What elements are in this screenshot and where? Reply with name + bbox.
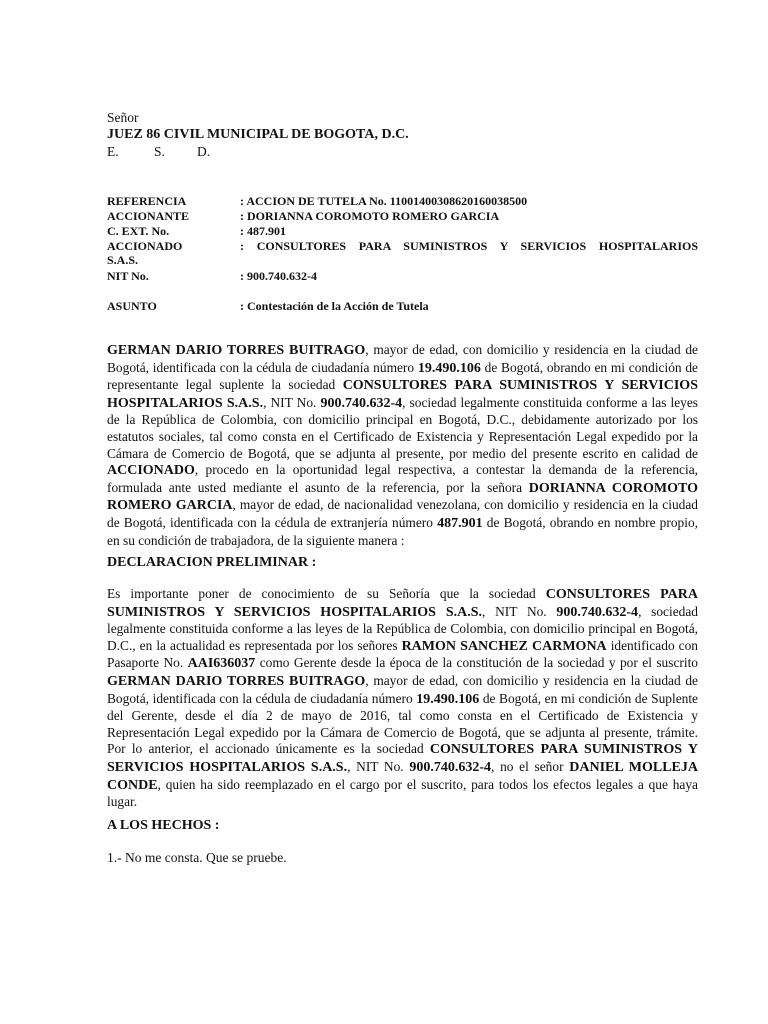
text-run: de Bogotá, en mi condición de Suplente del Gerente, desde el día 2 de mayo de 2016, tal como consta en el Certificado de Existencia y Representación Legal expedido por la Cámara de Comercio de Bogotá, que se adjunta al presente, trámite. Por lo anterior, el accionado únicamente es la sociedad (107, 690, 698, 757)
text-run: de Bogotá, obrando en nombre propio, en su condición de trabajadora, de la siguiente manera : (107, 514, 698, 548)
signer-cc: 19.490.106 (417, 360, 481, 376)
section-heading-declaracion: DECLARACION PRELIMINAR : (107, 555, 317, 570)
esd-e: E. (107, 144, 119, 159)
text-run: , no el señor (491, 758, 570, 774)
company-name: CONSULTORES PARA SUMINISTROS Y SERVICIOS HOSPITALARIOS S.A.S. (107, 587, 699, 620)
text-run: como Gerente desde la época de la constitución de la sociedad y por el suscrito (255, 655, 698, 671)
esd-line (107, 144, 210, 160)
reference-value: : ACCION DE TUTELA No. 11001400308620160038500 (240, 194, 528, 208)
reference-label: ACCIONADO (107, 239, 183, 253)
text-run: , NIT No. (263, 394, 321, 410)
reference-value: : CONSULTORES PARA SUMINISTROS Y SERVICIOS HOSPITALARIOS (240, 239, 698, 253)
text-run: , NIT No. (347, 758, 410, 774)
text-run: , mayor de edad, de nacionalidad venezolana, con domicilio y residencia en la ciudad de Bogotá, identificada con la cédula de extranjería número (107, 497, 698, 530)
reference-value: : DORIANNA COROMOTO ROMERO GARCIA (240, 209, 500, 223)
reference-label: REFERENCIA (107, 194, 187, 208)
text-run: , sociedad legalmente constituida conforme a las leyes de la República de Colombia, con domicilio principal en Bogotá, D.C., debidamente autorizado por los estatutos sociales, tal como consta en el Certificado de Existencia y Representación Legal expedido por la Cámara de Comercio de Bogotá, que se adjunta al presente, por medio del presente escrito en calidad de (107, 394, 699, 461)
signer-name: GERMAN DARIO TORRES BUITRAGO (107, 343, 366, 358)
reference-value-cont: S.A.S. (107, 253, 139, 267)
esd-s: S. (154, 144, 165, 159)
reference-value: : Contestación de la Acción de Tutela (240, 299, 429, 313)
intro-paragraph (107, 342, 698, 549)
hecho-item: 1.- No me consta. Que se pruebe. (107, 850, 287, 865)
reference-value: : 487.901 (240, 224, 286, 238)
company-nit: 900.740.632-4 (556, 604, 639, 620)
manager-name: RAMON SANCHEZ CARMONA (401, 638, 607, 654)
text-run: , procedo en la oportunidad legal respectiva, a contestar la demanda de la referencia, formulada ante usted mediante el asunto de la referencia, por la señora (107, 462, 698, 495)
company-nit: 900.740.632-4 (409, 759, 492, 775)
text-run: , quien ha sido reemplazado en el cargo por el suscrito, para todos los efectos legales a que haya lugar. (107, 776, 698, 810)
accionado-term: ACCIONADO (107, 463, 195, 479)
reference-label: NIT No. (107, 269, 149, 283)
text-run: identificado con Pasaporte No. (107, 637, 698, 671)
claimant-ce: 487.901 (437, 515, 483, 531)
reference-label: ASUNTO (107, 299, 157, 313)
former-manager-name: DANIEL MOLLEJA CONDE (107, 759, 698, 793)
claimant-name: DORIANNA COROMOTO ROMERO GARCIA (107, 480, 698, 514)
passport-number: AAI636037 (187, 656, 256, 672)
salutation: Señor (107, 110, 139, 125)
text-run: , mayor de edad, con domicilio y residencia en la ciudad de Bogotá, identificada con la cédula de ciudadanía número (107, 342, 698, 375)
reference-label: ACCIONANTE (107, 209, 190, 223)
text-run: Es importante poner de conocimiento de su Señoría que la sociedad (107, 586, 546, 601)
reference-value: : 900.740.632-4 (240, 269, 317, 283)
declaracion-paragraph (107, 586, 698, 811)
signer-cc: 19.490.106 (416, 691, 480, 707)
signer-name: GERMAN DARIO TORRES BUITRAGO (107, 673, 366, 689)
text-run: , NIT No. (482, 603, 557, 619)
company-name: CONSULTORES PARA SUMINISTROS Y SERVICIOS HOSPITALARIOS S.A.S. (107, 742, 698, 775)
reference-label: C. EXT. No. (107, 224, 170, 238)
text-run: , mayor de edad, con domicilio y residencia en la ciudad de Bogotá, identificada con la cédula de ciudadanía número (107, 672, 698, 706)
addressee: JUEZ 86 CIVIL MUNICIPAL DE BOGOTA, D.C. (107, 127, 409, 142)
text-run: , sociedad legalmente constituida conforme a las leyes de la República de Colombia, con domicilio principal en Bogotá, D.C., en la actualidad es representada por los señores (107, 603, 698, 653)
company-name: CONSULTORES PARA SUMINISTROS Y SERVICIOS HOSPITALARIOS S.A.S. (107, 378, 698, 411)
text-run: de Bogotá, obrando en mi condición de representante legal suplente la sociedad (107, 359, 698, 393)
esd-d: D. (197, 144, 211, 159)
company-nit: 900.740.632-4 (320, 395, 403, 411)
section-heading-hechos: A LOS HECHOS : (107, 818, 220, 833)
